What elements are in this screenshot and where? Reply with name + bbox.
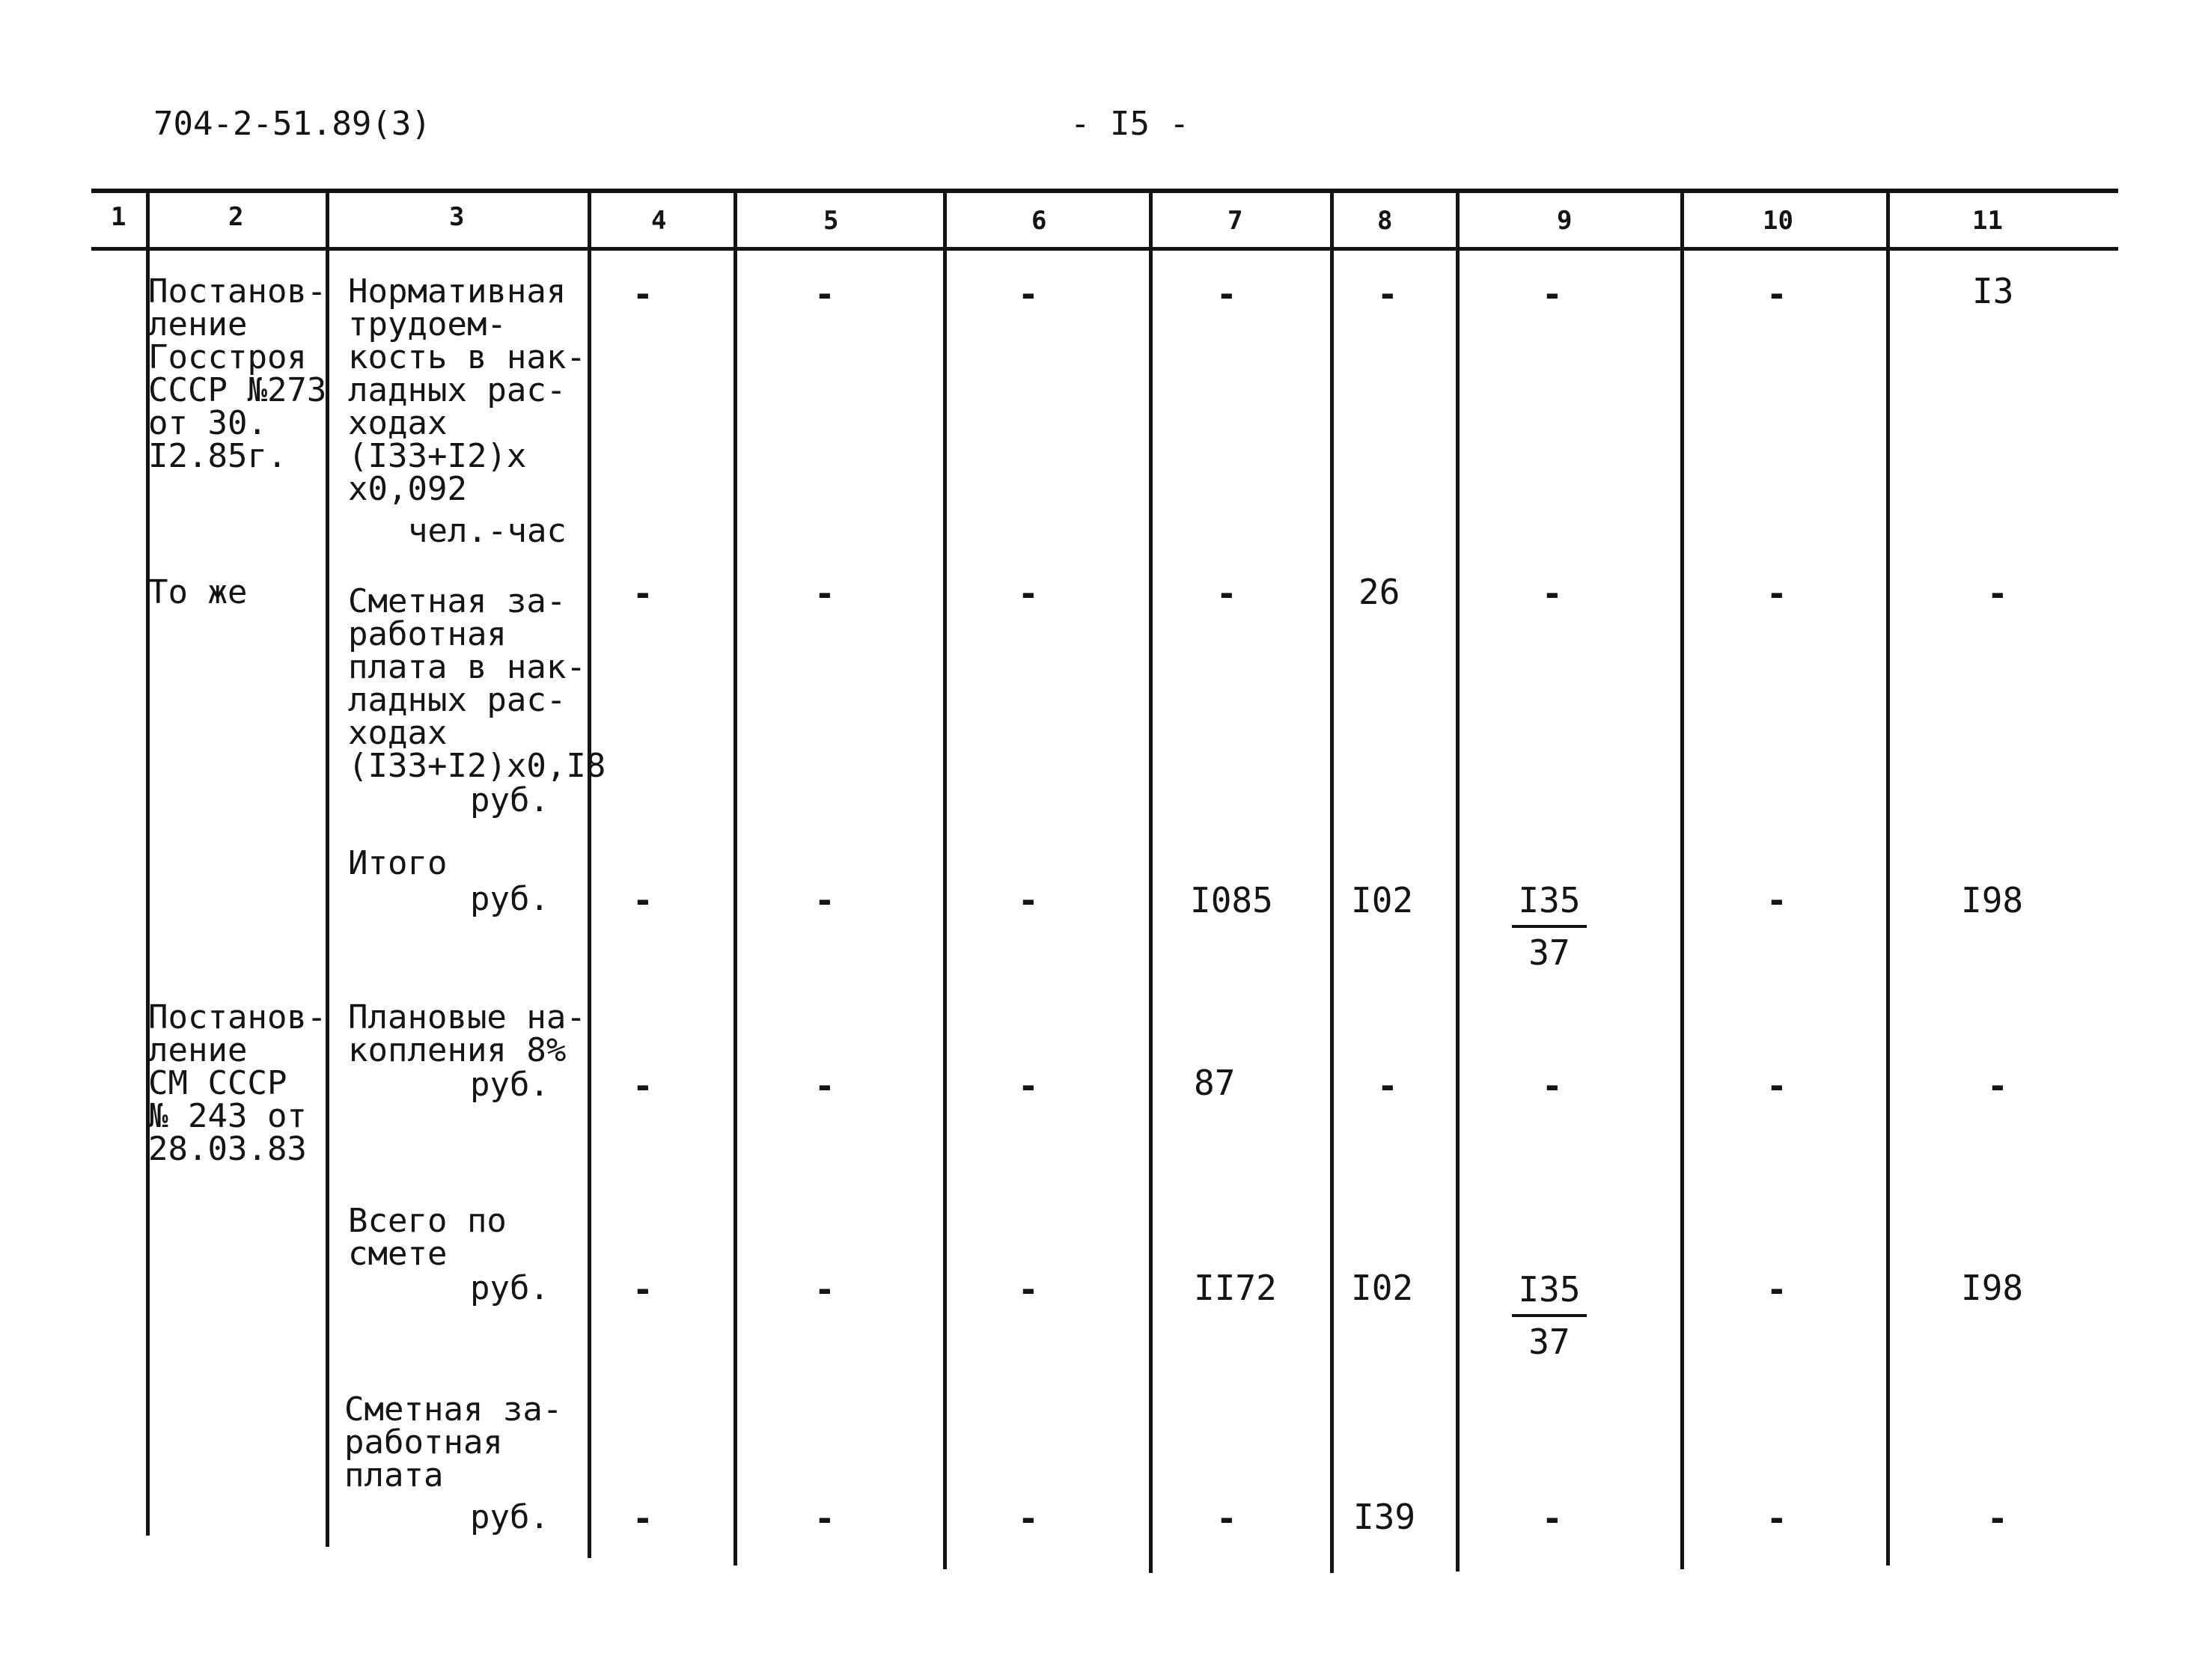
unit-label: чел.-час: [408, 512, 567, 550]
document-code: 704-2-51.89(3): [153, 105, 431, 143]
item-description: Нормативная трудоем- кость в нак- ладных рас- ходах (I33+I2)x x0,092: [348, 272, 586, 508]
cell-col4: -: [632, 1066, 653, 1106]
cell-col10: -: [1766, 1066, 1787, 1106]
cell-col5: -: [814, 880, 835, 920]
fraction-numerator: I35: [1512, 876, 1587, 928]
cell-col4: -: [632, 274, 653, 314]
source-reference: Постанов- ление Госстроя СССР №273 от 30. I2.85г.: [148, 272, 327, 475]
fraction-numerator: I35: [1512, 1265, 1587, 1317]
item-description: Сметная за- работная плата: [344, 1390, 563, 1494]
cell-col7: 87: [1194, 1063, 1236, 1103]
cell-col5: -: [814, 1269, 835, 1310]
cell-col7: I085: [1190, 880, 1273, 920]
cell-col4: -: [632, 573, 653, 614]
table-top-rule: [91, 189, 2118, 193]
cell-col10: -: [1766, 573, 1787, 614]
unit-label: руб.: [470, 1066, 549, 1104]
column-number: 7: [1227, 206, 1243, 236]
cell-col4: -: [632, 1498, 653, 1539]
cell-col9-fraction: [1512, 1265, 1587, 1366]
cell-col9: -: [1542, 573, 1563, 614]
cell-col6: -: [1018, 1269, 1039, 1310]
cell-col5: -: [814, 573, 835, 614]
cell-col5: -: [814, 1066, 835, 1106]
cell-col10: -: [1766, 1269, 1787, 1310]
column-number: 11: [1972, 206, 2003, 236]
cell-col6: -: [1018, 573, 1039, 614]
column-divider: [1330, 189, 1334, 1573]
cell-col8: I02: [1351, 1268, 1414, 1308]
unit-label: руб.: [470, 1498, 549, 1536]
column-divider: [1886, 189, 1890, 1566]
column-divider: [1680, 189, 1684, 1569]
column-number: 9: [1557, 206, 1573, 236]
unit-label: руб.: [470, 1269, 549, 1307]
cell-col8: I39: [1353, 1497, 1416, 1537]
column-number: 3: [449, 202, 465, 232]
column-number: 4: [651, 206, 667, 236]
unit-label: руб.: [470, 781, 549, 819]
column-divider: [1456, 189, 1460, 1571]
cell-col10: -: [1766, 1498, 1787, 1539]
cell-col8: 26: [1358, 572, 1400, 612]
column-number: 8: [1377, 206, 1393, 236]
cell-col8: -: [1377, 1066, 1398, 1106]
cell-col11: -: [1987, 1066, 2008, 1106]
cell-col6: -: [1018, 880, 1039, 920]
cell-col9: -: [1542, 274, 1563, 314]
fraction-denominator: 37: [1528, 932, 1570, 973]
cell-col5: -: [814, 1498, 835, 1539]
cell-col11: I98: [1961, 880, 2024, 920]
cell-col9: -: [1542, 1066, 1563, 1106]
column-number: 10: [1763, 206, 1793, 236]
column-divider: [734, 189, 737, 1566]
cell-col11: I98: [1961, 1268, 2024, 1308]
cell-col11: -: [1987, 573, 2008, 614]
cell-col4: -: [632, 1269, 653, 1310]
source-reference: То же: [148, 573, 248, 611]
item-description: Итого: [348, 844, 448, 882]
column-divider: [943, 189, 947, 1569]
cell-col11: -: [1987, 1498, 2008, 1539]
cell-col8: -: [1377, 274, 1398, 314]
column-number: 2: [228, 202, 244, 232]
cell-col5: -: [814, 274, 835, 314]
cell-col4: -: [632, 880, 653, 920]
page-number: - I5 -: [1070, 105, 1189, 143]
cell-col10: -: [1766, 880, 1787, 920]
column-divider: [588, 189, 591, 1558]
cell-col7: II72: [1194, 1268, 1277, 1308]
cell-col9: -: [1542, 1498, 1563, 1539]
fraction-denominator: 37: [1528, 1322, 1570, 1362]
column-number: 6: [1031, 206, 1047, 236]
column-divider: [1149, 189, 1153, 1573]
item-description: Плановые на- копления 8%: [348, 998, 586, 1069]
cell-col7: -: [1216, 274, 1237, 314]
cell-col8: I02: [1351, 880, 1414, 920]
column-number: 5: [823, 206, 839, 236]
item-description: Сметная за- работная плата в нак- ладных рас- ходах (I33+I2)x0,I8: [348, 582, 606, 785]
item-description: Всего по смете: [348, 1202, 507, 1273]
cell-col7: -: [1216, 573, 1237, 614]
cell-col6: -: [1018, 1066, 1039, 1106]
column-number: 1: [111, 202, 126, 232]
cell-col6: -: [1018, 1498, 1039, 1539]
cell-col7: -: [1216, 1498, 1237, 1539]
unit-label: руб.: [470, 880, 549, 918]
cell-col11: I3: [1972, 271, 2014, 311]
cell-col10: -: [1766, 274, 1787, 314]
table-header-rule: [91, 247, 2118, 251]
cell-col6: -: [1018, 274, 1039, 314]
source-reference: Постанов- ление СМ СССР № 243 от 28.03.83: [148, 998, 327, 1168]
cell-col9-fraction: [1512, 876, 1587, 977]
